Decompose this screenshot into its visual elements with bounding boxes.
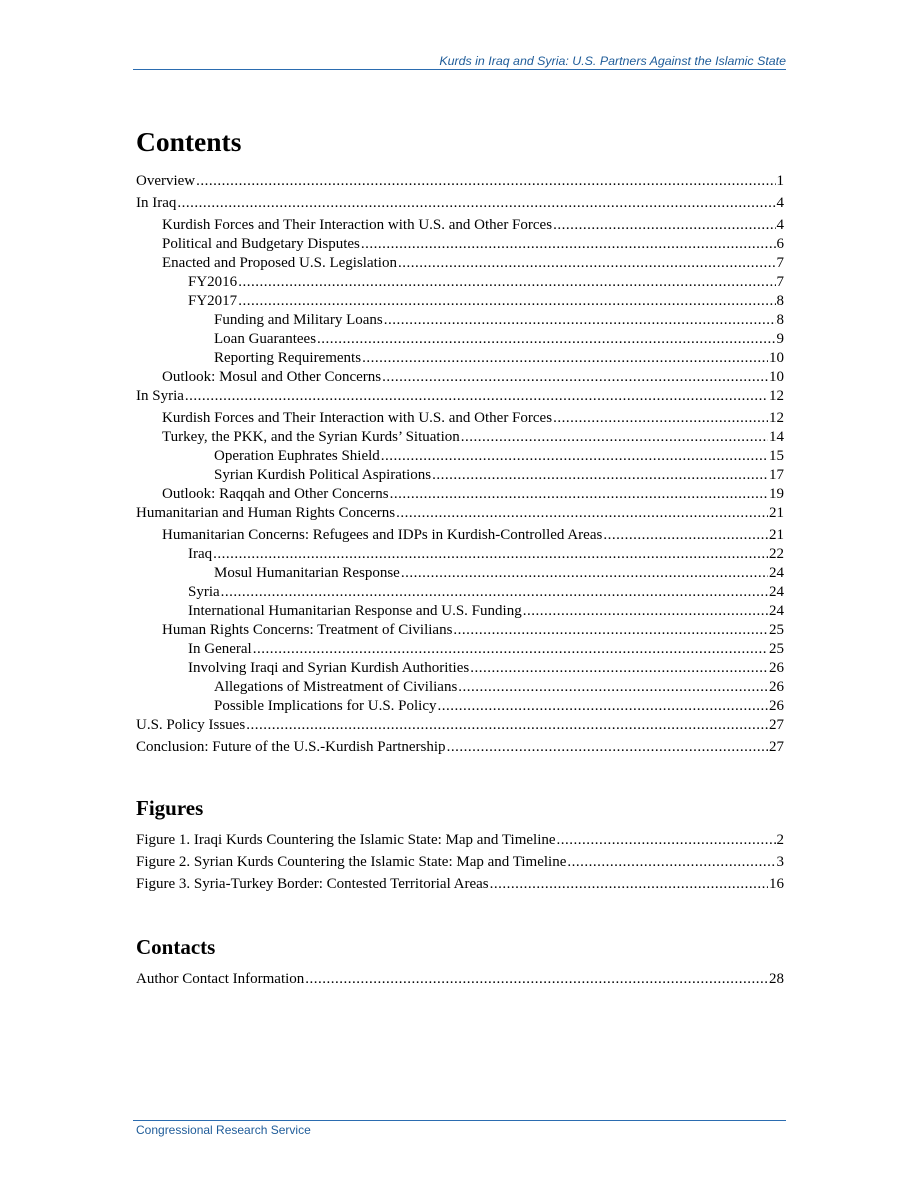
header-rule — [133, 69, 786, 70]
toc-entry-label: Kurdish Forces and Their Interaction with U.S. and Other Forces — [162, 410, 553, 426]
toc-entry[interactable] — [136, 349, 784, 368]
toc-entry-label: Author Contact Information — [136, 971, 305, 987]
toc-entry-label: Funding and Military Loans — [214, 312, 383, 328]
toc-leader-dots — [523, 602, 768, 621]
figures-section — [136, 795, 784, 897]
toc-entry[interactable] — [136, 640, 784, 659]
toc-entry-page: 24 — [769, 584, 784, 600]
toc-leader-dots — [432, 466, 768, 485]
toc-entry-label: FY2017 — [188, 293, 238, 309]
toc-leader-dots — [196, 172, 775, 191]
toc-entry[interactable] — [136, 235, 784, 254]
toc-entry-label: Turkey, the PKK, and the Syrian Kurds’ Situation — [162, 429, 460, 445]
toc-entry-label: Figure 1. Iraqi Kurds Countering the Islamic State: Map and Timeline — [136, 832, 556, 848]
toc-entry-label: Iraq — [188, 546, 213, 562]
toc-leader-dots — [438, 697, 769, 716]
toc-leader-dots — [362, 349, 768, 368]
toc-leader-dots — [361, 235, 776, 254]
toc-entry-page: 4 — [776, 195, 784, 211]
toc-leader-dots — [238, 292, 775, 311]
toc-entry-page: 6 — [776, 236, 784, 252]
toc-entry-label: Reporting Requirements — [214, 350, 362, 366]
figures-list — [136, 831, 784, 897]
toc-leader-dots — [382, 368, 768, 387]
toc-entry[interactable] — [136, 602, 784, 621]
toc-entry-label: Figure 2. Syrian Kurds Countering the Islamic State: Map and Timeline — [136, 854, 567, 870]
contacts-section — [136, 934, 784, 992]
contents-list — [136, 172, 784, 760]
toc-entry-page: 3 — [776, 854, 784, 870]
toc-entry-page: 12 — [769, 410, 784, 426]
toc-entry-label: Loan Guarantees — [214, 331, 317, 347]
toc-leader-dots — [317, 330, 775, 349]
toc-entry-label: Allegations of Mistreatment of Civilians — [214, 679, 458, 695]
toc-entry-label: Involving Iraqi and Syrian Kurdish Authorities — [188, 660, 470, 676]
toc-entry-label: Syrian Kurdish Political Aspirations — [214, 467, 432, 483]
toc-leader-dots — [381, 447, 768, 466]
contacts-heading: Contacts — [136, 935, 216, 959]
toc-entry[interactable] — [136, 194, 784, 216]
toc-entry-label: Political and Budgetary Disputes — [162, 236, 360, 252]
toc-entry-page: 22 — [769, 546, 784, 562]
toc-leader-dots — [398, 254, 776, 273]
toc-entry-label: Outlook: Mosul and Other Concerns — [162, 369, 382, 385]
toc-entry-page: 15 — [769, 448, 784, 464]
toc-entry-page: 19 — [769, 486, 784, 502]
toc-entry-label: Conclusion: Future of the U.S.-Kurdish Partnership — [136, 739, 446, 755]
toc-entry[interactable] — [136, 292, 784, 311]
toc-entry-page: 10 — [769, 369, 784, 385]
toc-entry-page: 17 — [769, 467, 784, 483]
figures-heading: Figures — [136, 796, 204, 820]
toc-entry-label: In Syria — [136, 388, 184, 404]
toc-entry[interactable] — [136, 564, 784, 583]
toc-entry[interactable] — [136, 970, 784, 992]
toc-entry-page: 24 — [769, 603, 784, 619]
toc-leader-dots — [553, 216, 775, 235]
toc-leader-dots — [401, 564, 768, 583]
toc-entry-label: U.S. Policy Issues — [136, 717, 246, 733]
toc-entry-page: 8 — [776, 293, 784, 309]
toc-entry[interactable] — [136, 678, 784, 697]
toc-entry[interactable] — [136, 621, 784, 640]
toc-entry-page: 21 — [769, 505, 784, 521]
toc-leader-dots — [553, 409, 768, 428]
toc-leader-dots — [490, 875, 768, 894]
toc-entry-page: 27 — [769, 717, 784, 733]
toc-entry-label: Human Rights Concerns: Treatment of Civilians — [162, 622, 453, 638]
toc-entry-page: 26 — [769, 660, 784, 676]
toc-entry[interactable] — [136, 387, 784, 409]
table-of-contents — [136, 124, 784, 992]
toc-entry[interactable] — [136, 545, 784, 564]
toc-leader-dots — [221, 583, 768, 602]
toc-entry-page: 16 — [769, 876, 784, 892]
toc-entry[interactable] — [136, 504, 784, 526]
toc-entry[interactable] — [136, 659, 784, 678]
toc-entry-page: 1 — [776, 173, 784, 189]
toc-leader-dots — [384, 311, 776, 330]
toc-entry-page: 4 — [776, 217, 784, 233]
toc-leader-dots — [238, 273, 775, 292]
toc-entry-page: 9 — [776, 331, 784, 347]
toc-entry[interactable] — [136, 172, 784, 194]
toc-entry-label: Kurdish Forces and Their Interaction with U.S. and Other Forces — [162, 217, 553, 233]
toc-entry-label: International Humanitarian Response and U.S. Funding — [188, 603, 522, 619]
toc-entry[interactable] — [136, 583, 784, 602]
toc-entry[interactable] — [136, 853, 784, 875]
toc-leader-dots — [213, 545, 768, 564]
toc-entry-label: Syria — [188, 584, 220, 600]
footer-rule — [133, 1120, 786, 1121]
toc-entry-page: 26 — [769, 679, 784, 695]
toc-leader-dots — [447, 738, 768, 757]
toc-leader-dots — [567, 853, 775, 872]
toc-leader-dots — [557, 831, 776, 850]
contents-heading: Contents — [136, 126, 242, 157]
toc-entry-page: 7 — [776, 274, 784, 290]
toc-leader-dots — [305, 970, 768, 989]
toc-entry[interactable] — [136, 368, 784, 387]
toc-entry[interactable] — [136, 409, 784, 428]
toc-entry[interactable] — [136, 831, 784, 853]
toc-entry-label: Enacted and Proposed U.S. Legislation — [162, 255, 397, 271]
toc-entry[interactable] — [136, 254, 784, 273]
toc-entry-page: 27 — [769, 739, 784, 755]
toc-entry[interactable] — [136, 485, 784, 504]
toc-entry-label: In General — [188, 641, 252, 657]
toc-entry[interactable] — [136, 738, 784, 760]
toc-leader-dots — [453, 621, 768, 640]
toc-leader-dots — [253, 640, 768, 659]
toc-entry-label: Figure 3. Syria-Turkey Border: Contested Territorial Areas — [136, 876, 489, 892]
toc-entry[interactable] — [136, 216, 784, 235]
toc-entry-page: 25 — [769, 622, 784, 638]
toc-entry-page: 24 — [769, 565, 784, 581]
toc-leader-dots — [390, 485, 768, 504]
toc-leader-dots — [185, 387, 768, 406]
toc-leader-dots — [396, 504, 768, 523]
toc-entry-label: Overview — [136, 173, 196, 189]
toc-leader-dots — [461, 428, 768, 447]
toc-entry-label: Humanitarian and Human Rights Concerns — [136, 505, 396, 521]
toc-entry[interactable] — [136, 526, 784, 545]
footer-org: Congressional Research Service — [136, 1123, 311, 1137]
toc-entry-page: 10 — [769, 350, 784, 366]
toc-entry[interactable] — [136, 697, 784, 716]
toc-entry-page: 8 — [776, 312, 784, 328]
toc-entry[interactable] — [136, 330, 784, 349]
toc-entry-label: Mosul Humanitarian Response — [214, 565, 400, 581]
toc-entry-label: Humanitarian Concerns: Refugees and IDPs in Kurdish-Controlled Areas — [162, 527, 603, 543]
toc-entry-page: 26 — [769, 698, 784, 714]
toc-entry[interactable] — [136, 428, 784, 447]
toc-entry[interactable] — [136, 311, 784, 330]
toc-leader-dots — [603, 526, 768, 545]
toc-entry-label: Possible Implications for U.S. Policy — [214, 698, 437, 714]
toc-entry-label: Operation Euphrates Shield — [214, 448, 380, 464]
toc-entry-label: In Iraq — [136, 195, 177, 211]
toc-entry-page: 21 — [769, 527, 784, 543]
toc-entry[interactable] — [136, 273, 784, 292]
toc-entry-label: FY2016 — [188, 274, 238, 290]
toc-leader-dots — [177, 194, 775, 213]
toc-entry-page: 28 — [769, 971, 784, 987]
toc-entry-page: 14 — [769, 429, 784, 445]
toc-leader-dots — [458, 678, 768, 697]
toc-entry-page: 25 — [769, 641, 784, 657]
toc-entry-page: 2 — [776, 832, 784, 848]
toc-entry-page: 7 — [776, 255, 784, 271]
toc-leader-dots — [470, 659, 768, 678]
toc-entry[interactable] — [136, 447, 784, 466]
toc-entry[interactable] — [136, 875, 784, 897]
toc-leader-dots — [246, 716, 768, 735]
toc-entry[interactable] — [136, 466, 784, 485]
toc-entry[interactable] — [136, 716, 784, 738]
toc-entry-page: 12 — [769, 388, 784, 404]
toc-entry-label: Outlook: Raqqah and Other Concerns — [162, 486, 389, 502]
contacts-list — [136, 970, 784, 992]
running-header: Kurds in Iraq and Syria: U.S. Partners Against the Islamic State — [439, 54, 786, 68]
